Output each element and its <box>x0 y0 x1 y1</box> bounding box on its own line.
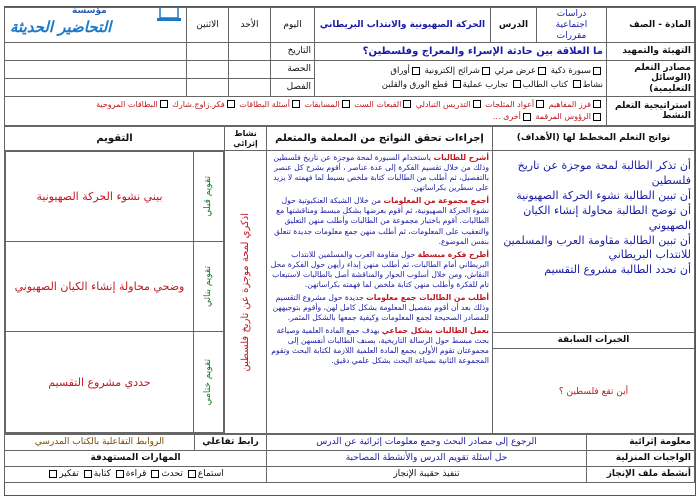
link-value: الروابط التفاعلية بالكتاب المدرسي <box>5 435 195 451</box>
achievement-value: تنفيذ حقيبة الإنجاز <box>267 467 587 483</box>
lesson-label: الدرس <box>491 8 537 43</box>
intro-label: التهيئة والتمهيد <box>607 43 695 61</box>
lesson-title: الحركة الصهيونية والانتداب البريطاني <box>315 8 491 43</box>
day-label: اليوم <box>271 8 315 43</box>
homework-label: الواجبات المنزلية <box>587 451 695 467</box>
procedures-header: إجراءات تحقق النواتج من المعلمة والمتعلم <box>267 127 493 151</box>
outcome-item: أن تبين الطالبة نشوء الحركة الصهيونية <box>516 189 691 203</box>
resources-list: سبورة ذكية عرض مرئي شرائح إلكترونية أوراق نشاط كتاب الطالب تجارب عملية قطع الورق والقلبن <box>315 61 607 97</box>
outcome-item: أن تحدد الطالبة مشروع التقسيم <box>544 263 691 277</box>
homework-value: حل أسئلة تقويم الدرس والأنشطة المصاحبة <box>267 451 587 467</box>
main-table <box>4 126 695 434</box>
activity-text: اذكري لمحة موجزة عن تاريخ فلسطين <box>239 213 251 372</box>
outcomes-cell <box>493 151 695 333</box>
prior-value: أين تقع فلسطين ؟ <box>558 387 629 398</box>
achievement-label: أنشطة ملف الإنجاز <box>587 467 695 483</box>
activity-cell <box>225 151 267 434</box>
period-label: الحصة <box>271 61 315 79</box>
evaluation-header: التقويم <box>4 127 224 151</box>
checkbox[interactable] <box>593 67 601 75</box>
final-eval-label: تقويم ختامي <box>203 359 214 406</box>
logo-cell <box>5 8 187 43</box>
logo-line1: مؤسسة <box>72 6 107 16</box>
subject-value: دراسات اجتماعية مقررات <box>537 8 607 43</box>
day-monday: الاثنين <box>187 8 229 43</box>
date-label: التاريخ <box>271 43 315 61</box>
skills-list: استماع تحدث قراءة كتابة تفكير <box>5 467 267 483</box>
final-eval-text: حددي مشروع التقسيم <box>5 332 193 433</box>
outcome-item: أن تبين الطالبة مقاومة العرب والمسلمين للانتداب البريطاني <box>503 233 691 262</box>
day-sunday: الأحد <box>229 8 271 43</box>
outcome-item: أن توضح الطالبة محاولة إنشاء الكيان الصهيوني <box>523 203 691 232</box>
header-table <box>4 7 695 126</box>
activity-header: نشاط إثرائي <box>225 127 267 151</box>
formative-eval-text: وضحي محاولة إنشاء الكيان الصهيوني <box>5 241 193 331</box>
strategies-label: استراتيجية التعلم النشط <box>607 97 695 126</box>
skills-label: المهارات المستهدفة <box>5 451 267 467</box>
class-label: الفصل <box>271 79 315 97</box>
outcomes-header: نواتج التعلم المخطط لها (الأهداف) <box>493 127 695 151</box>
formative-eval-label: تقويم بنائي <box>203 265 214 307</box>
enrichment-label: معلومة إثرائية <box>587 435 695 451</box>
resources-label: مصادر التعلم (الوسائل التعليمية) <box>607 61 695 97</box>
intro-question: ما العلاقة بين حادثة الإسراء والمعراج وفلسطين؟ <box>315 43 607 61</box>
outcome-item: أن تذكر الطالبة لمحة موجزة عن تاريخ فلسطين <box>517 159 691 188</box>
prior-label: الخبرات السابقة <box>493 333 694 349</box>
footer-table <box>4 434 695 483</box>
procedures-cell: أشرح للطالبات باستخدام السبورة لمحة موجزة عن تاريخ فلسطين وذلك من خلال تقسيم الفكرة إلى عدة عناصر ، أقوم بشرح كل عنصر بالتفصيل، ثم أطلب من الطالبات كتابة ملخص بسيط لما فهمته لا يزيد على سطرين بكراساتهن. أجمع مجموعة من المعلومات من خلال الشبكة العنكبوتية حول نشوء الحركة الصهيونية، ثم أقوم بعرضها بشكل مبسط ومناقشتها مع الطالبات. أقوم باختيار مجموعة من الطالبات وأطلب منهن التعليق والتعقيب على المعلومات، ثم أطلب منهن جمع معلومات جديدة تتعلق بنفس الموضوع. أطرح فكرة مبسطة حول مقاومة العرب والمسلمين للانتداب البريطاني أمام الطالبات، ثم أطلب منهن إبداء رأيهن حول الفكرة محل النقاش، ومن خلال أسلوب الحوار والمناقشة أصل بالطالبات لاستيعاب تام للفكرة وأطلب منهن كتابة ملخص لما فهمته بكراساتهن. أطلب من الطالبات جمع معلومات جديدة حول مشروع التقسيم وذلك بعد أن أقوم بتفصيل المعلومة بشكل كامل لهن، وأقوم بتوجيههن للمصادر الصحيحة لجمع المعلومات وكيفية جمعها بالشكل المثمر. بعمل الطالبات بشكل جماعي بهدف جمع المادة العلمية وصياغة بحث مبسط حول الرسالة التاريخية، بصنف الطالبات أنفسهن إلى مجموعتان تقوم الأولى بجمع المادة العلمية اللازمة لكتابة البحث وتقوم المجموعة الثانية بصياغة البحث بشكل علمي دقيق. <box>267 151 493 434</box>
strategies-list: فرز المفاهيم أعواد المثلجات التدريس التبادلي القبعات الست المسابقات أسئلة البطاقات فكر.زاوج.شارك البطاقات المروحية الرؤوس المرقمة أخرى ... <box>5 97 607 126</box>
pre-eval-label: تقويم قبلي <box>203 176 214 217</box>
link-label: رابط تفاعلي <box>195 435 267 451</box>
prior-cell <box>493 333 695 434</box>
evaluation-cell <box>4 151 224 434</box>
pre-eval-text: بيني نشوء الحركة الصهيونية <box>5 152 193 241</box>
subject-label: المادة - الصف <box>607 8 695 43</box>
lesson-plan-form <box>4 6 696 496</box>
logo-line2: التحاضير الحديثة <box>10 18 112 36</box>
enrichment-value: الرجوع إلى مصادر البحث وجمع معلومات إثرائية عن الدرس <box>267 435 587 451</box>
